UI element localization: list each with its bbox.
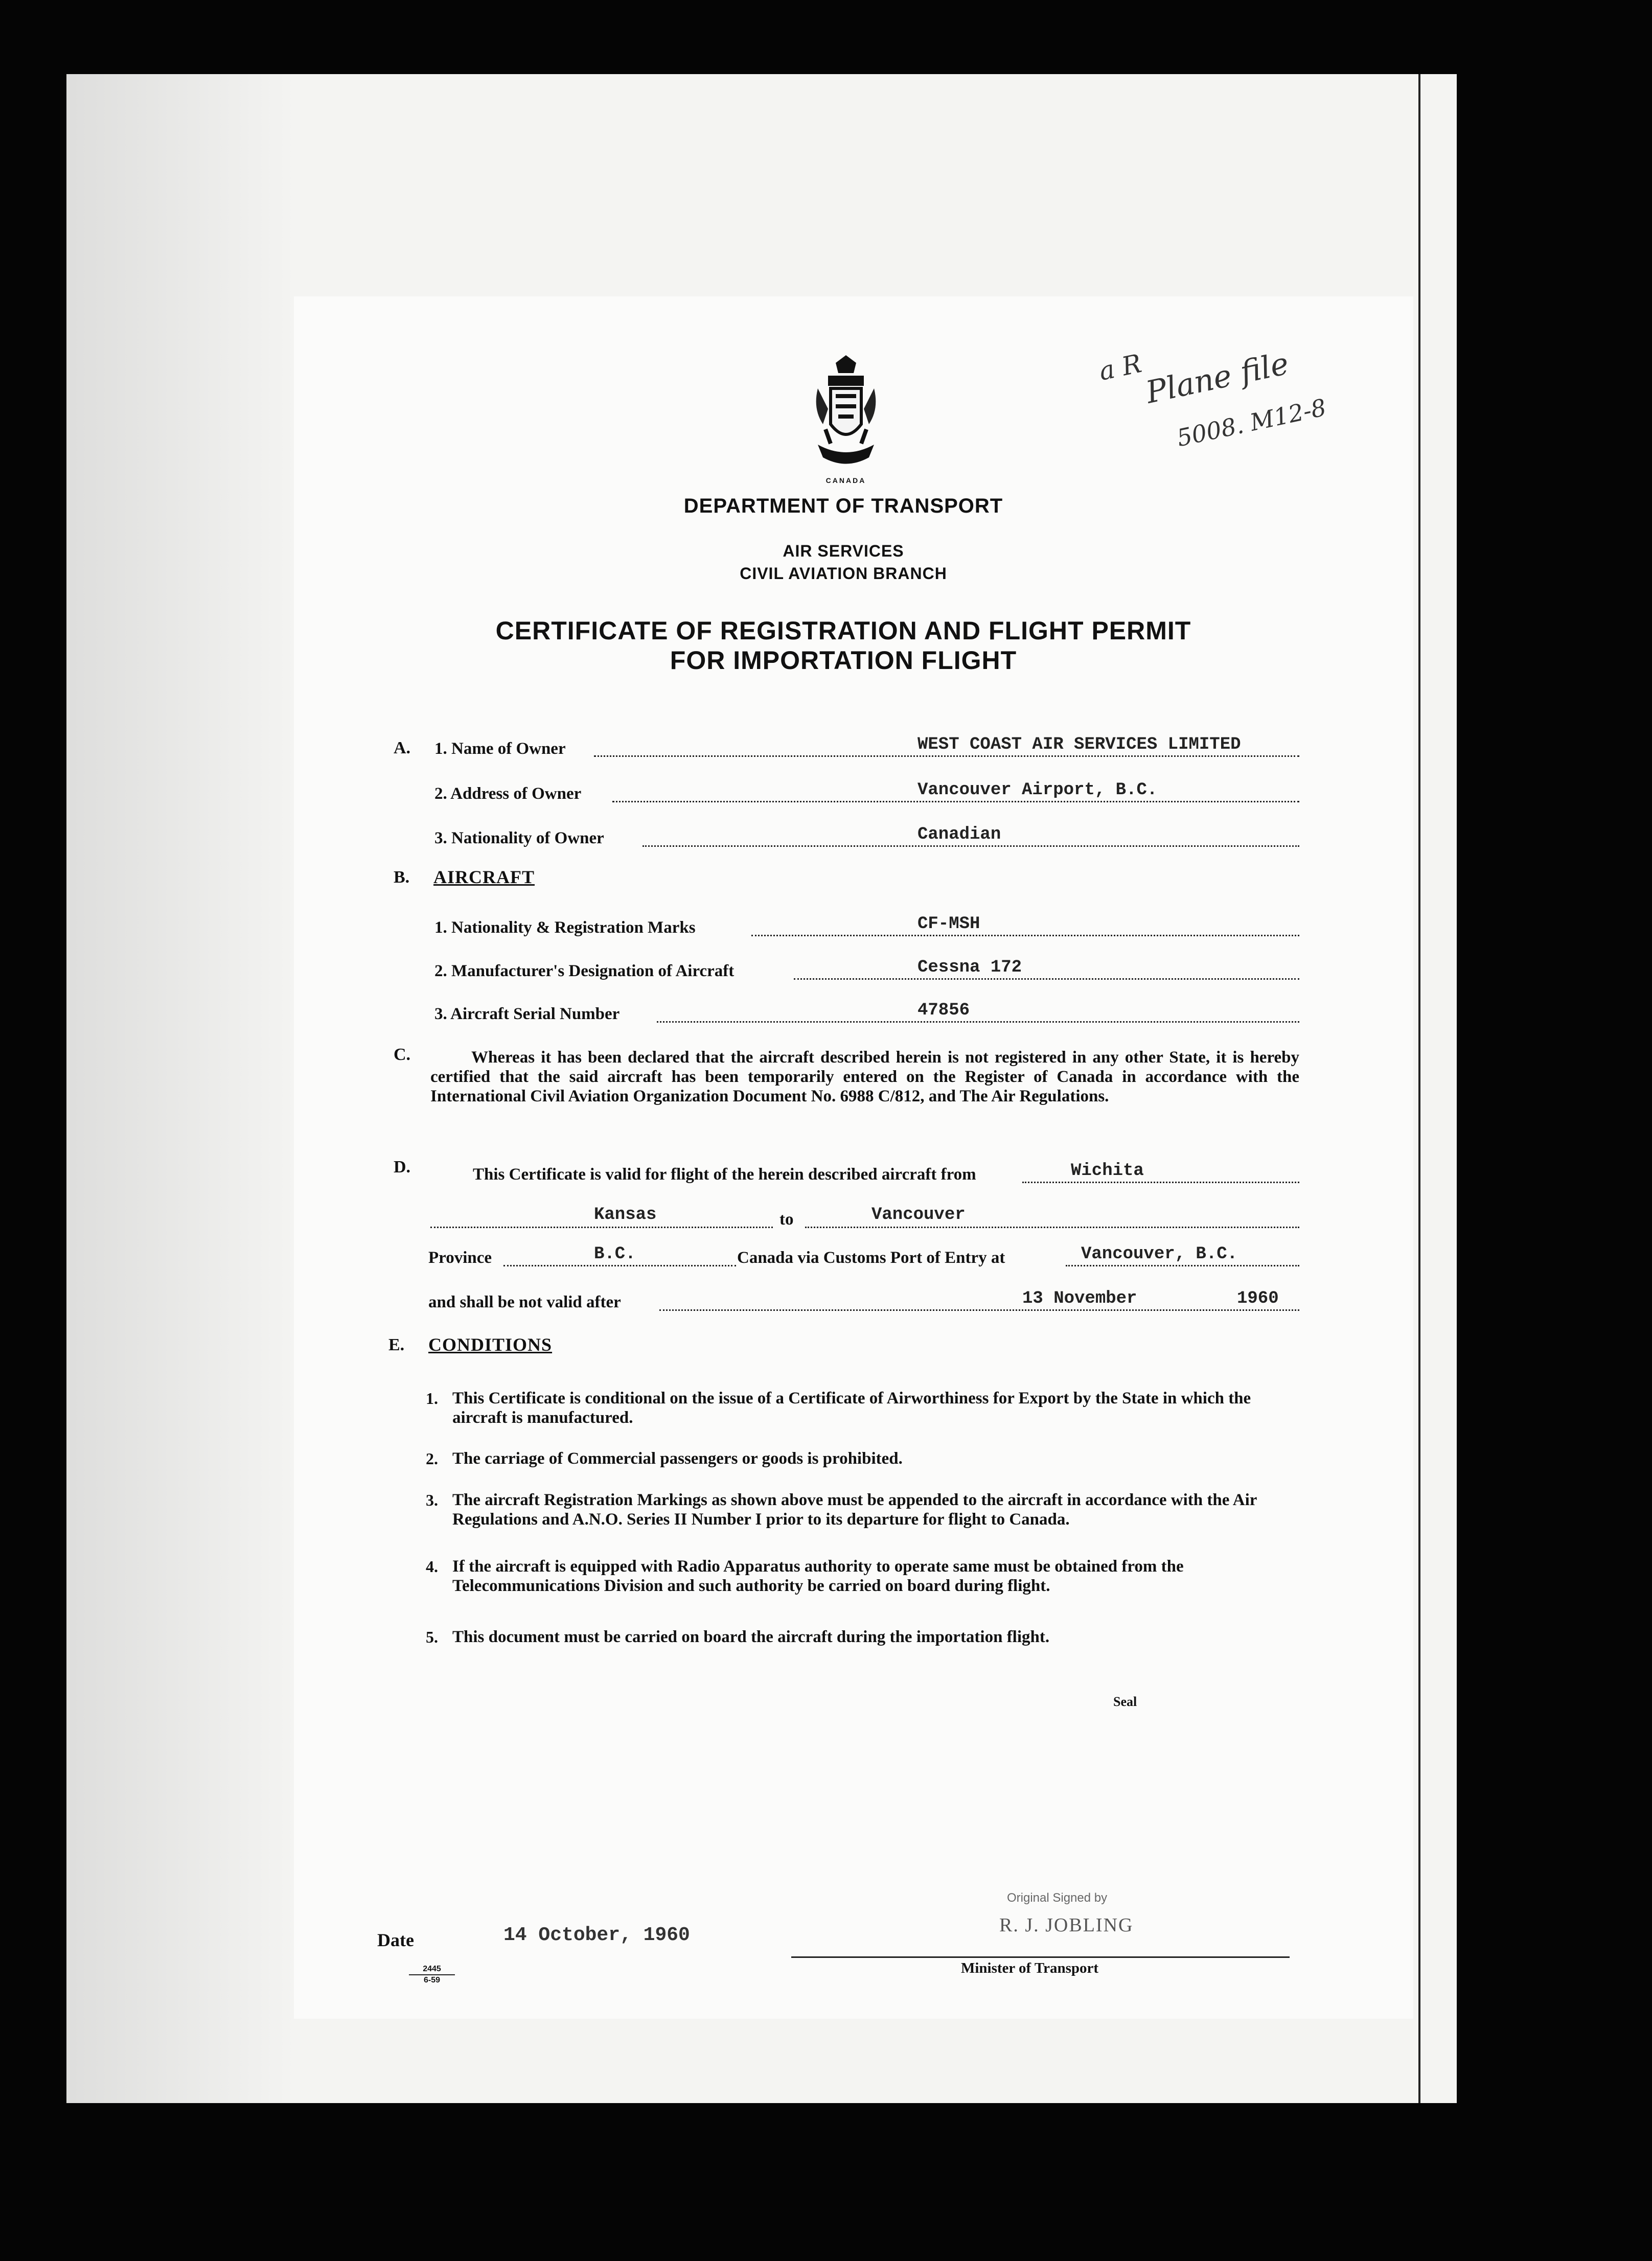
page-edge <box>1418 74 1420 2103</box>
designation-line <box>794 978 1299 980</box>
owner-nationality-label: 3. Nationality of Owner <box>434 829 604 847</box>
handwritten-note-3: 5008. M12-8 <box>1174 393 1329 452</box>
reg-marks-label: 1. Nationality & Registration Marks <box>434 918 696 937</box>
document-title <box>460 616 1227 675</box>
title-line-2: FOR IMPORTATION FLIGHT <box>670 646 1017 675</box>
from-state-value: Kansas <box>594 1205 657 1225</box>
province-label: Province <box>428 1249 492 1267</box>
designation-value: Cessna 172 <box>917 958 1022 977</box>
to-value: Vancouver <box>871 1205 966 1225</box>
condition-1-number: 1. <box>426 1389 438 1408</box>
valid-flight-label: This Certificate is valid for flight of the herein described aircraft from <box>473 1165 976 1184</box>
expiry-line <box>659 1309 1299 1311</box>
expiry-date-value: 13 November <box>1022 1289 1137 1308</box>
condition-5-number: 5. <box>426 1628 438 1646</box>
expiry-year-value: 1960 <box>1237 1289 1279 1308</box>
owner-address-label: 2. Address of Owner <box>434 785 582 803</box>
owner-nationality-line <box>643 845 1299 847</box>
from-line <box>1022 1182 1299 1183</box>
section-a-letter: A. <box>394 739 411 757</box>
minister-title: Minister of Transport <box>961 1960 1099 1976</box>
condition-2-text: The carriage of Commercial passengers or goods is prohibited. <box>452 1449 903 1468</box>
owner-name-line <box>594 755 1299 757</box>
page-smudge <box>66 74 296 2103</box>
date-value: 14 October, 1960 <box>503 1924 690 1946</box>
section-d-letter: D. <box>394 1158 411 1176</box>
form-number <box>409 1964 455 1986</box>
serial-label: 3. Aircraft Serial Number <box>434 1005 620 1023</box>
owner-nationality-value: Canadian <box>917 825 1001 844</box>
service-title: AIR SERVICES <box>783 542 904 560</box>
original-signed-note: Original Signed by <box>1007 1891 1108 1905</box>
section-b-letter: B. <box>394 868 410 887</box>
condition-4-text: If the aircraft is equipped with Radio Apparatus authority to operate same must be obtained from the Telecommunications Division and such authority be carried on board during flight. <box>452 1557 1184 1595</box>
serial-line <box>657 1021 1299 1023</box>
owner-address-value: Vancouver Airport, B.C. <box>917 780 1158 800</box>
condition-3-text: The aircraft Registration Markings as shown above must be appended to the aircraft in accordance with the Air Regulations and A.N.O. Series II Number I prior to its departure for flight to Canada. <box>452 1491 1257 1529</box>
serial-value: 47856 <box>917 1001 970 1020</box>
reg-marks-value: CF-MSH <box>917 914 980 934</box>
title-line-1: CERTIFICATE OF REGISTRATION AND FLIGHT PERMIT <box>495 616 1191 645</box>
canada-coat-of-arms-icon <box>808 353 884 480</box>
port-of-entry-value: Vancouver, B.C. <box>1081 1244 1238 1264</box>
expiry-label: and shall be not valid after <box>428 1293 621 1311</box>
reg-marks-line <box>751 935 1299 936</box>
condition-3-number: 3. <box>426 1491 438 1509</box>
branch-title: CIVIL AVIATION BRANCH <box>740 564 947 583</box>
registration-statement: Whereas it has been declared that the aircraft described herein is not registered in any other State, it is hereby certified that the said aircraft has been temporarily entered on the Register of Canada in accordance with the International Civil Aviation Organization Document No. 6988 C/812, and The Air Regulations. <box>430 1048 1299 1105</box>
owner-name-label: 1. Name of Owner <box>434 740 566 758</box>
entry-line <box>1066 1265 1299 1266</box>
from-state-line <box>430 1227 773 1228</box>
handwritten-note-1: a R <box>1096 348 1144 387</box>
department-title: DEPARTMENT OF TRANSPORT <box>683 495 1003 517</box>
aircraft-heading: AIRCRAFT <box>433 867 535 887</box>
handwritten-note-2: Plane file <box>1142 345 1292 411</box>
province-line <box>503 1265 736 1266</box>
crest-caption: CANADA <box>825 476 866 484</box>
designation-label: 2. Manufacturer's Designation of Aircraft <box>434 962 735 980</box>
signer-name: R. J. JOBLING <box>999 1914 1134 1936</box>
section-e-letter: E. <box>388 1335 405 1354</box>
form-number-value: 2445 <box>423 1965 441 1973</box>
condition-4-number: 4. <box>426 1557 438 1576</box>
condition-2-number: 2. <box>426 1449 438 1468</box>
signature-line <box>791 1956 1290 1958</box>
condition-5-text: This document must be carried on board the aircraft during the importation flight. <box>452 1628 1050 1646</box>
province-value: B.C. <box>594 1244 636 1264</box>
to-line <box>805 1227 1299 1228</box>
from-value: Wichita <box>1071 1161 1144 1181</box>
condition-1-text: This Certificate is conditional on the issue of a Certificate of Airworthiness for Export by the State in which the aircraft is manufactured. <box>452 1389 1251 1427</box>
form-date-value: 6-59 <box>409 1974 455 1986</box>
date-label: Date <box>377 1930 414 1950</box>
owner-address-line <box>612 801 1299 802</box>
to-label: to <box>779 1210 794 1229</box>
entry-label: Canada via Customs Port of Entry at <box>737 1249 1005 1267</box>
seal-label: Seal <box>1113 1694 1137 1709</box>
section-c-letter: C. <box>394 1045 411 1064</box>
conditions-heading: CONDITIONS <box>428 1334 553 1355</box>
owner-name-value: WEST COAST AIR SERVICES LIMITED <box>917 735 1241 754</box>
